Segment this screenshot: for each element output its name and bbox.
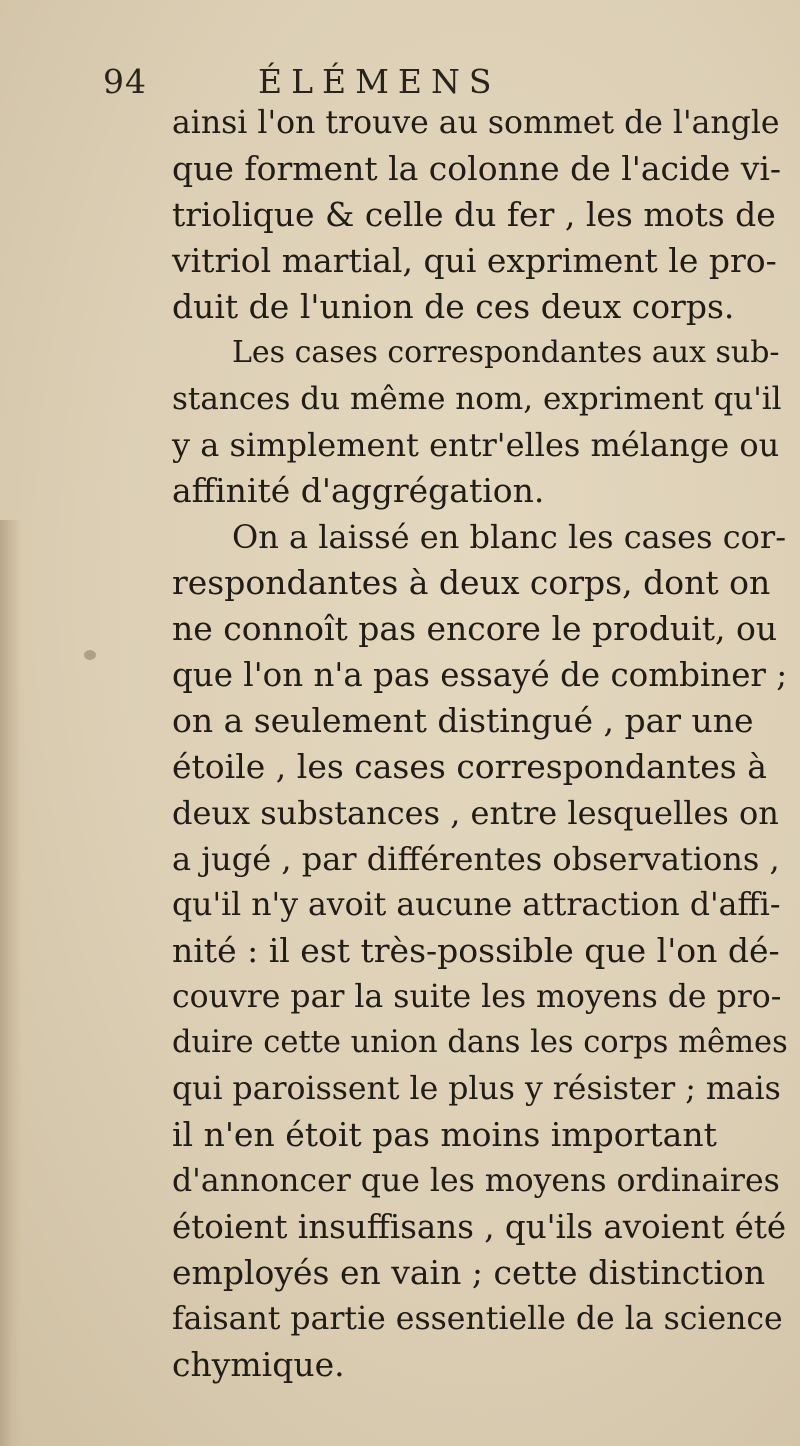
text-line: on a seulement distingué , par une	[172, 701, 754, 740]
text-line: vitriol martial, qui expriment le pro-	[172, 241, 777, 280]
text-line: stances du même nom, expriment qu'il	[172, 381, 782, 417]
text-line: duire cette union dans les corps mêmes	[172, 1025, 788, 1060]
page-edge-shadow	[0, 520, 22, 1446]
text-line: ainsi l'on trouve au sommet de l'angle	[172, 105, 780, 141]
text-line: ne connoît pas encore le produit, ou	[172, 609, 778, 648]
text-line: deux substances , entre lesquelles on	[172, 794, 779, 832]
text-line: que l'on n'a pas essayé de combiner ;	[172, 656, 788, 694]
running-title: ÉLÉMENS	[258, 62, 501, 101]
text-line: On a laissé en blanc les cases cor-	[232, 518, 786, 556]
text-line: chymique.	[172, 1345, 345, 1384]
text-line: couvre par la suite les moyens de pro-	[172, 979, 782, 1015]
text-line: affinité d'aggrégation.	[172, 471, 545, 510]
text-line: respondantes à deux corps, dont on	[172, 563, 771, 602]
text-line: duit de l'union de ces deux corps.	[172, 287, 735, 326]
text-line: il n'en étoit pas moins important	[172, 1115, 717, 1154]
ink-smudge	[84, 650, 96, 660]
text-line: faisant partie essentielle de la science	[172, 1301, 783, 1337]
text-line: que forment la colonne de l'acide vi-	[172, 149, 782, 188]
text-line: a jugé , par différentes observations ,	[172, 840, 780, 878]
text-line: triolique & celle du fer , les mots de	[172, 195, 776, 234]
page-number: 94	[103, 62, 147, 101]
text-line: y a simplement entr'elles mélange ou	[172, 426, 780, 464]
text-line: étoient insuffisans , qu'ils avoient été	[172, 1208, 787, 1246]
text-line: Les cases correspondantes aux sub-	[232, 335, 780, 370]
text-line: nité : il est très-possible que l'on dé-	[172, 931, 780, 970]
text-line: d'annoncer que les moyens ordinaires	[172, 1163, 780, 1199]
text-line: qu'il n'y avoit aucune attraction d'affi-	[172, 887, 781, 923]
text-line: étoile , les cases correspondantes à	[172, 747, 767, 786]
text-line: employés en vain ; cette distinction	[172, 1253, 766, 1292]
text-line: qui paroissent le plus y résister ; mais	[172, 1071, 781, 1107]
